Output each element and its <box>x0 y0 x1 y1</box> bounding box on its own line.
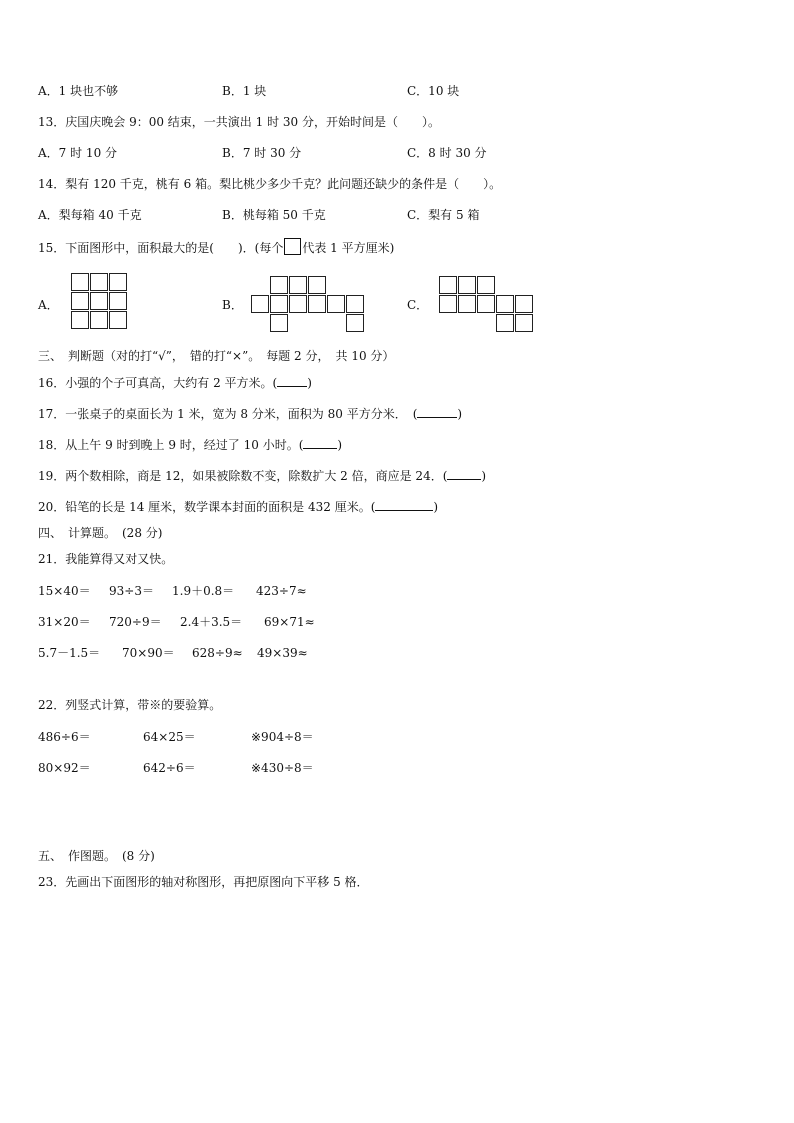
q22-expr: ※904÷8＝ <box>251 730 314 744</box>
q22-title: 22．列竖式计算，带※的要验算。 <box>38 698 222 712</box>
q13-option-a: A．7 时 10 分 <box>38 146 118 160</box>
unit-square-icon <box>284 238 301 255</box>
q20-close-paren: ) <box>433 500 439 514</box>
q22-expr: ※430÷8＝ <box>251 761 314 775</box>
q13-option-b: B．7 时 30 分 <box>222 146 302 160</box>
q22-expr: 80×92＝ <box>38 761 91 775</box>
q21-title: 21．我能算得又对又快。 <box>38 552 174 566</box>
q12-option-a: A．1 块也不够 <box>38 84 119 98</box>
q14-option-a: A．梨每箱 40 千克 <box>38 208 142 222</box>
q19-answer-blank[interactable] <box>447 468 481 480</box>
section-4-heading: 四、 计算题。 (28 分) <box>38 526 163 540</box>
q15-figure-c-label: C． <box>407 298 429 312</box>
q15-figure-b-label: B． <box>222 298 243 312</box>
q17-text <box>38 406 462 422</box>
q19-question: 19．两个数相除，商是 12，如果被除数不变，除数扩大 2 倍，商应是 24．( <box>38 469 448 483</box>
q21-expr: 49×39≈ <box>257 646 308 660</box>
q19-text <box>38 468 486 484</box>
q14-option-b: B．桃每箱 50 千克 <box>222 208 326 222</box>
q18-answer-blank[interactable] <box>303 437 337 449</box>
q20-text <box>38 499 438 515</box>
q21-expr: 70×90＝ <box>122 646 175 660</box>
q16-question: 16．小强的个子可真高，大约有 2 平方米。( <box>38 376 278 390</box>
q21-expr: 15×40＝ <box>38 584 91 598</box>
q21-expr: 5.7－1.5＝ <box>38 646 101 660</box>
q16-close-paren: ) <box>307 376 312 390</box>
q17-question: 17．一张桌子的桌面长为 1 米，宽为 8 分米，面积为 80 平方分米． ( <box>38 407 418 421</box>
q14-option-c: C．梨有 5 箱 <box>407 208 480 222</box>
q21-expr: 31×20＝ <box>38 615 91 629</box>
q22-expr: 486÷6＝ <box>38 730 91 744</box>
q16-answer-blank[interactable] <box>277 375 307 387</box>
q18-text <box>38 437 342 453</box>
q15-figure-a-label: A． <box>38 298 59 312</box>
q23-text: 23．先画出下面图形的轴对称图形，再把原图向下平移 5 格． <box>38 875 369 889</box>
section-5-heading: 五、 作图题。 (8 分) <box>38 849 155 863</box>
q13-option-c: C．8 时 30 分 <box>407 146 487 160</box>
q21-expr: 628÷9≈ <box>192 646 243 660</box>
q17-answer-blank[interactable] <box>417 406 457 418</box>
q21-expr: 1.9＋0.8＝ <box>172 584 235 598</box>
q12-option-b: B．1 块 <box>222 84 267 98</box>
q20-question: 20．铅笔的长是 14 厘米，数学课本封面的面积是 432 厘米。( <box>38 500 376 514</box>
q21-expr: 423÷7≈ <box>256 584 307 598</box>
q21-expr: 720÷9＝ <box>109 615 162 629</box>
q15-text-start: 15．下面图形中，面积最大的是( )．(每个 <box>38 241 284 255</box>
q14-text: 14．梨有 120 千克，桃有 6 箱。梨比桃少多少千克？此问题还缺少的条件是（ ）。 <box>38 177 502 191</box>
q12-option-c: C．10 块 <box>407 84 460 98</box>
q21-expr: 2.4＋3.5＝ <box>180 615 243 629</box>
q15-text-end: 代表 1 平方厘米) <box>302 241 395 255</box>
q15-text <box>38 238 394 256</box>
q18-question: 18．从上午 9 时到晚上 9 时，经过了 10 小时。( <box>38 438 304 452</box>
q20-answer-blank[interactable] <box>375 499 433 511</box>
q21-expr: 93÷3＝ <box>109 584 154 598</box>
q22-expr: 642÷6＝ <box>143 761 196 775</box>
q17-close-paren: ) <box>457 407 463 421</box>
q16-text <box>38 375 312 391</box>
q21-expr: 69×71≈ <box>264 615 315 629</box>
q19-close-paren: ) <box>481 469 487 483</box>
q22-expr: 64×25＝ <box>143 730 196 744</box>
q18-close-paren: ) <box>337 438 343 452</box>
q13-text: 13．庆国庆晚会 9：00 结束，一共演出 1 时 30 分，开始时间是（ ）。 <box>38 115 440 129</box>
section-3-heading: 三、 判断题（对的打“√”， 错的打“×”。 每题 2 分， 共 10 分） <box>38 349 395 363</box>
